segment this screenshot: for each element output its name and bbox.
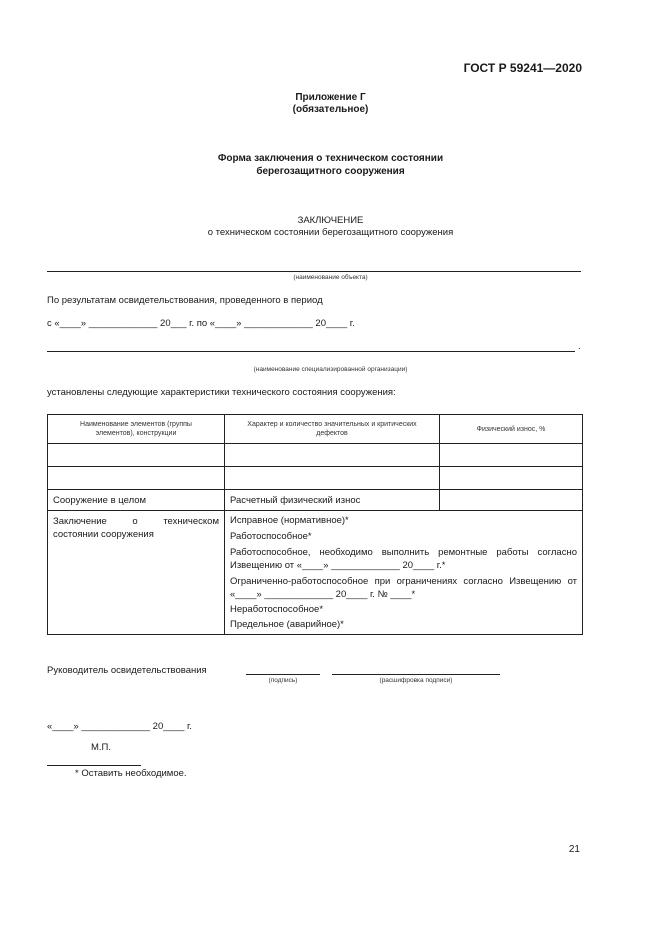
table-row bbox=[48, 444, 583, 467]
object-name-caption: (наименование объекта) bbox=[293, 274, 368, 281]
footnote-separator bbox=[47, 765, 141, 766]
option-operable: Работоспособное* bbox=[230, 531, 312, 542]
table-header-row bbox=[48, 415, 583, 444]
characteristics-intro: установлены следующие характеристики технического состояния сооружения: bbox=[47, 387, 396, 398]
option-inoperable: Неработоспособное* bbox=[230, 604, 324, 615]
signature-decode-line bbox=[332, 674, 500, 675]
conclusion-heading: ЗАКЛЮЧЕНИЕ bbox=[297, 215, 364, 226]
date-line: «____» _____________ 20____ г. bbox=[47, 721, 192, 732]
stamp-place: М.П. bbox=[91, 742, 112, 753]
signature-caption: (подпись) bbox=[268, 677, 298, 684]
appendix-title: Приложение Г bbox=[295, 92, 366, 103]
table-cell bbox=[440, 444, 583, 467]
form-title-line2: берегозащитного сооружения bbox=[256, 166, 405, 177]
option-emergency: Предельное (аварийное)* bbox=[230, 619, 344, 630]
page-number: 21 bbox=[568, 844, 580, 855]
signature-role: Руководитель освидетельствования bbox=[47, 665, 207, 676]
signature-decode-caption: (расшифровка подписи) bbox=[379, 677, 453, 684]
signature-line bbox=[246, 674, 320, 675]
header-elements: Наименование элементов (группы элементов), конструкции bbox=[48, 415, 225, 444]
organization-trailing-dot: . bbox=[578, 341, 581, 352]
form-title-line1: Форма заключения о техническом состоянии bbox=[217, 153, 444, 164]
table-cell bbox=[48, 467, 225, 490]
table-cell bbox=[225, 467, 440, 490]
table-cell bbox=[48, 444, 225, 467]
option-limited-operable: Ограниченно-работоспособное при ограничениях согласно Извещению от «____» _____________ 20____ г. № ____* bbox=[230, 576, 577, 600]
condition-table bbox=[47, 414, 583, 635]
conclusion-row-label: Заключение о техническом состоянии сооружения bbox=[53, 516, 219, 540]
survey-period: с «____» _____________ 20___ г. по «____» _____________ 20____ г. bbox=[47, 318, 355, 329]
option-serviceable: Исправное (нормативное)* bbox=[230, 515, 349, 526]
appendix-status: (обязательное) bbox=[292, 104, 369, 115]
whole-structure-value: Расчетный физический износ bbox=[230, 495, 361, 506]
footnote: * Оставить необходимое. bbox=[75, 768, 187, 779]
whole-structure-label: Сооружение в целом bbox=[53, 495, 147, 506]
organization-caption: (наименование специализированной организации) bbox=[253, 366, 408, 373]
option-operable-repair: Работоспособное, необходимо выполнить ремонтные работы согласно Извещению от «____» _____________ 20____ г.* bbox=[230, 547, 577, 571]
table-row bbox=[48, 467, 583, 490]
header-wear: Физический износ, % bbox=[440, 415, 583, 444]
whole-structure-row bbox=[48, 490, 583, 511]
table-cell bbox=[225, 444, 440, 467]
conclusion-subheading: о техническом состоянии берегозащитного сооружения bbox=[207, 227, 454, 238]
table-cell bbox=[440, 467, 583, 490]
conclusion-row bbox=[48, 511, 583, 635]
header-defects: Характер и количество значительных и критических дефектов bbox=[225, 415, 440, 444]
object-name-line bbox=[47, 271, 581, 272]
organization-line bbox=[47, 351, 575, 352]
survey-intro: По результатам освидетельствования, проведенного в период bbox=[47, 295, 323, 306]
whole-structure-wear bbox=[440, 490, 583, 511]
standard-code: ГОСТ Р 59241—2020 bbox=[463, 61, 582, 75]
